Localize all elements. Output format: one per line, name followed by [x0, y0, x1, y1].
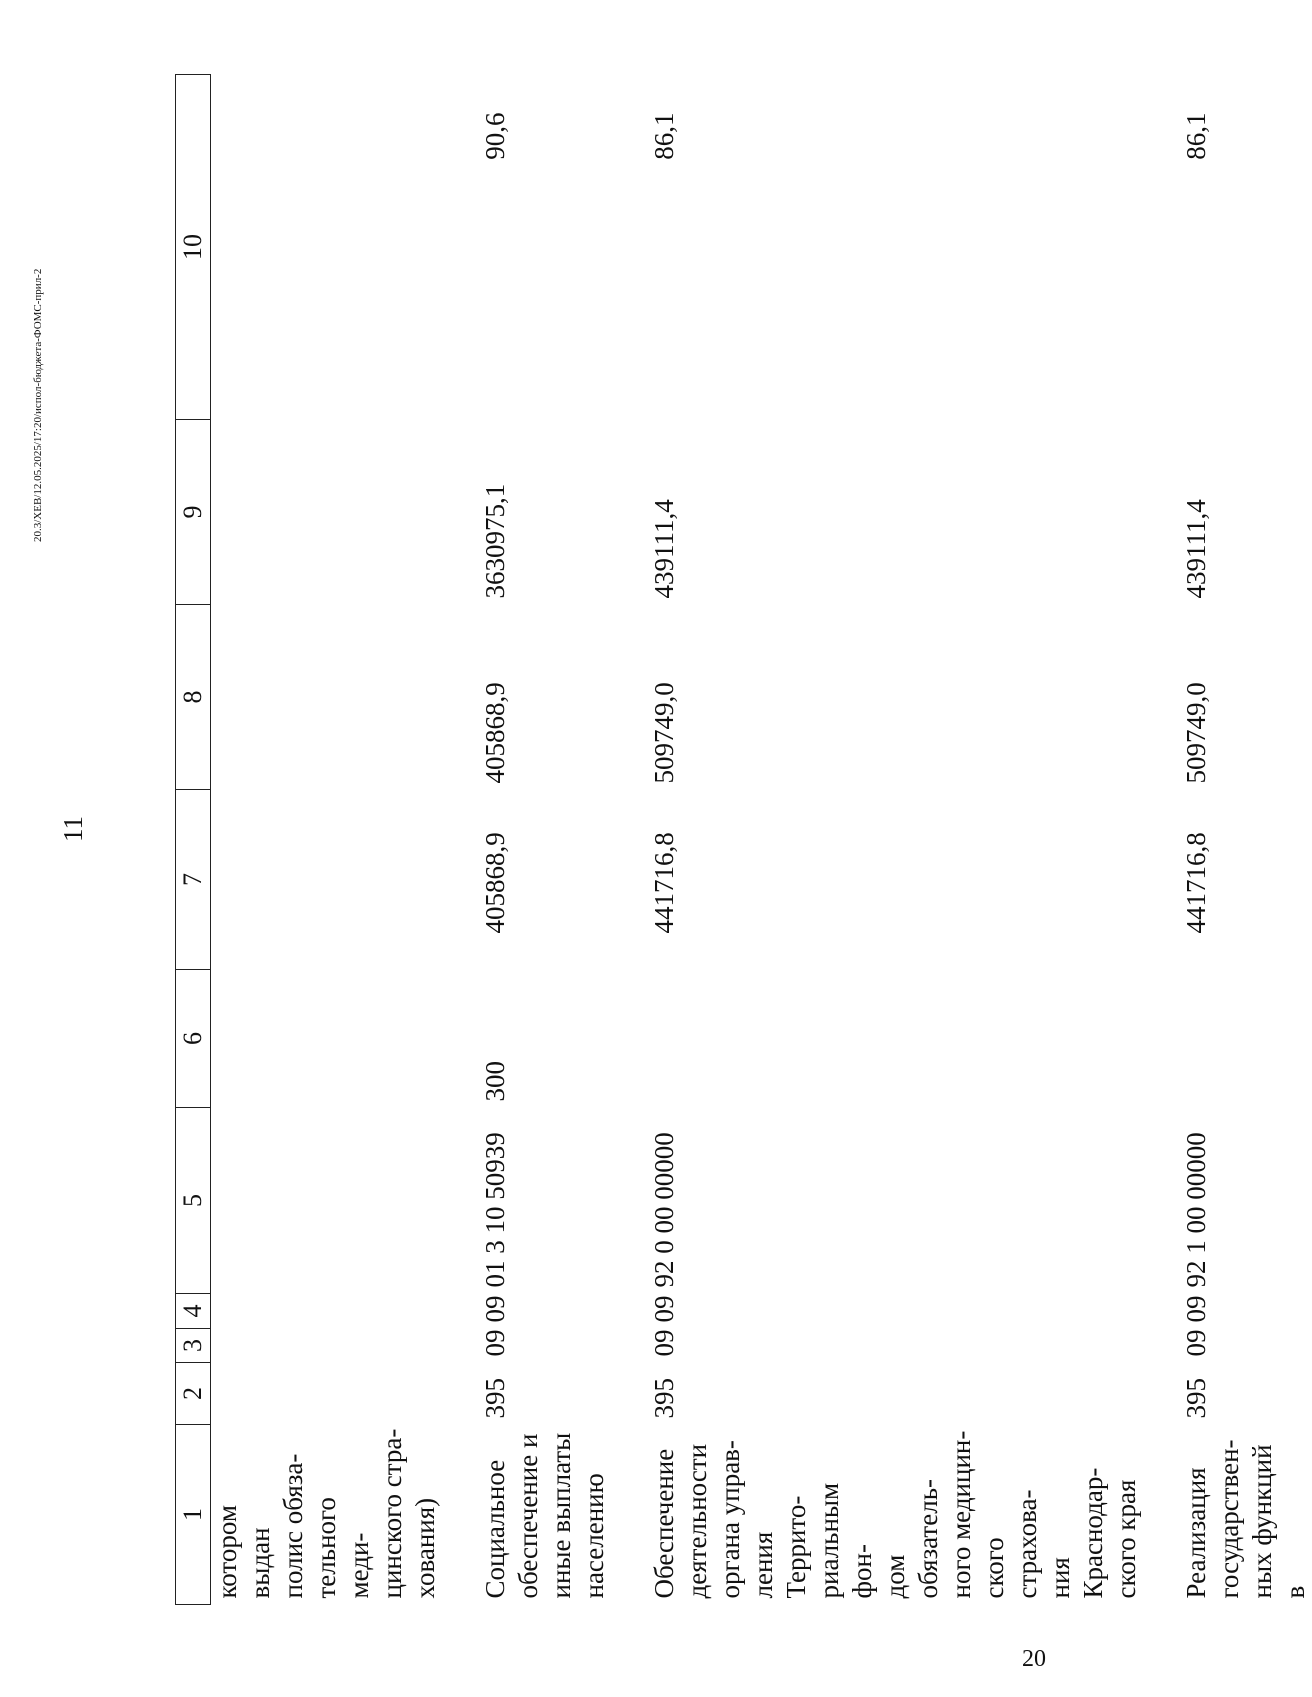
header-col-4: 4	[176, 1294, 211, 1329]
cell-subsection: 09	[480, 1295, 510, 1323]
cell-percent	[211, 75, 443, 420]
cell-percent: 90,6	[480, 112, 510, 160]
row-name-line: Обеспечение	[649, 1448, 679, 1599]
cell-subsection	[211, 1294, 443, 1329]
header-col-5: 5	[176, 1108, 211, 1294]
document-stamp: 20.3/ХЕВ/12.05.2025/17:20/испол-бюджета-ФОМС-прил-2	[32, 268, 44, 542]
cell-section: 09	[480, 1329, 510, 1357]
row-name-line: обеспечение и	[513, 1433, 543, 1599]
cell-approved	[211, 790, 443, 970]
cell-expense-type	[611, 970, 1143, 1108]
header-col-2: 2	[176, 1363, 211, 1425]
table-row	[611, 75, 1143, 1605]
cell-approved: 441716,8	[649, 832, 679, 934]
row-name-line: Реализация	[1181, 1467, 1211, 1599]
row-name-line: ного медицин-	[946, 1430, 976, 1599]
row-name-line: населению	[579, 1473, 609, 1599]
budget-table	[175, 74, 1312, 1605]
table-row	[442, 75, 611, 1605]
cell-section: 09	[1181, 1329, 1211, 1357]
row-name	[1143, 1425, 1312, 1605]
row-name-line: ления Террито-	[748, 1495, 811, 1599]
cell-executed	[211, 420, 443, 605]
cell-executed: 3630975,1	[480, 483, 510, 599]
cell-planned: 509749,0	[1181, 682, 1211, 784]
row-name-line: хования)	[410, 1497, 440, 1599]
header-col-3: 3	[176, 1329, 211, 1363]
row-name-line: ского страхова-	[979, 1489, 1042, 1599]
row-name-line: цинского стра-	[377, 1428, 407, 1599]
header-col-9: 9	[176, 420, 211, 605]
cell-planned: 509749,0	[649, 682, 679, 784]
header-row	[176, 75, 211, 1605]
cell-percent: 86,1	[649, 112, 679, 160]
cell-planned	[211, 605, 443, 790]
cell-admin-code: 395	[1181, 1378, 1211, 1419]
cell-approved: 441716,8	[1181, 832, 1211, 934]
sheet-number: 20	[1022, 1646, 1046, 1672]
cell-approved: 405868,9	[480, 832, 510, 934]
header-col-7: 7	[176, 790, 211, 970]
row-name-line: дом обязатель-	[880, 1479, 943, 1599]
header-col-6: 6	[176, 970, 211, 1108]
row-name-line: Социальное	[480, 1459, 510, 1599]
row-name-line: государствен-	[1214, 1439, 1244, 1599]
cell-admin-code	[211, 1363, 443, 1425]
row-name	[442, 1425, 611, 1605]
row-name-line: тельного меди-	[311, 1497, 374, 1599]
row-name-line: риальным фон-	[814, 1482, 877, 1599]
cell-target-article	[211, 1108, 443, 1294]
row-name-line: деятельности	[682, 1443, 712, 1599]
cell-expense-type	[211, 970, 443, 1108]
cell-admin-code: 395	[480, 1378, 510, 1419]
cell-planned: 405868,9	[480, 682, 510, 784]
page-number: 11	[58, 816, 88, 842]
cell-percent: 86,1	[1181, 112, 1211, 160]
table-row	[211, 75, 443, 1605]
row-name-line: ния Краснодар-	[1045, 1467, 1108, 1599]
cell-section: 09	[649, 1329, 679, 1357]
row-name	[211, 1425, 443, 1605]
cell-section	[211, 1329, 443, 1363]
cell-target-article: 92 1 00 00000	[1181, 1132, 1211, 1288]
row-name-line: ского края	[1111, 1479, 1141, 1599]
row-name-line: иные выплаты	[546, 1432, 576, 1599]
row-name	[611, 1425, 1143, 1605]
table-row	[1143, 75, 1312, 1605]
cell-admin-code: 395	[649, 1378, 679, 1419]
header-col-10: 10	[176, 75, 211, 420]
row-name-line: ных функций в	[1247, 1444, 1310, 1599]
cell-target-article: 01 3 10 50939	[480, 1132, 510, 1288]
cell-expense-type	[1143, 970, 1312, 1108]
header-col-1: 1	[176, 1425, 211, 1605]
cell-executed: 439111,4	[649, 499, 679, 599]
row-name-line: полис обяза-	[278, 1453, 308, 1599]
cell-subsection: 09	[649, 1295, 679, 1323]
cell-target-article: 92 0 00 00000	[649, 1132, 679, 1288]
row-name-line: котором выдан	[212, 1505, 275, 1599]
cell-executed: 439111,4	[1181, 499, 1211, 599]
cell-expense-type: 300	[480, 1061, 510, 1102]
header-col-8: 8	[176, 605, 211, 790]
row-name-line: органа управ-	[715, 1440, 745, 1599]
cell-subsection: 09	[1181, 1295, 1211, 1323]
